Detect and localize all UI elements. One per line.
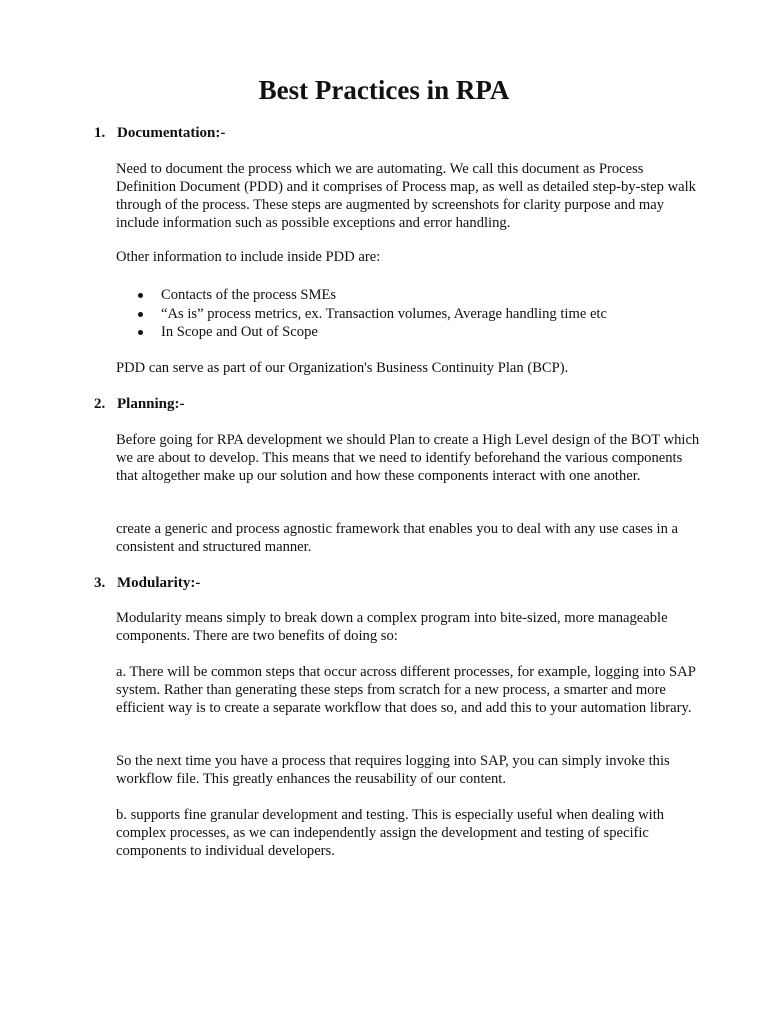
bullet-icon: [138, 293, 143, 298]
section-title: Documentation:-: [117, 125, 226, 141]
section-heading-modularity: [94, 574, 200, 592]
list-item: [116, 305, 706, 324]
paragraph: a. There will be common steps that occur across different processes, for example, logging into SAP system. Rather than generating these steps from scratch for a new process, a smarter and more efficient way is to create a separate workflow that does so, and add this to your automation library.: [116, 664, 696, 716]
section-heading-documentation: [94, 124, 225, 142]
list-item-text: In Scope and Out of Scope: [161, 324, 318, 340]
section-title: Modularity:-: [117, 575, 201, 591]
paragraph: PDD can serve as part of our Organization's Business Continuity Plan (BCP).: [116, 360, 569, 376]
section-number: 2.: [94, 396, 106, 412]
bullet-icon: [138, 330, 143, 335]
list-item: [116, 286, 706, 305]
paragraph: Before going for RPA development we should Plan to create a High Level design of the BOT which we are about to develop. This means that we need to identify beforehand the various components that altogether make up our solution and how these components interact with one another.: [116, 432, 700, 484]
list-item-text: Contacts of the process SMEs: [161, 287, 337, 303]
paragraph: create a generic and process agnostic framework that enables you to deal with any use cases in a consistent and structured manner.: [116, 521, 679, 555]
paragraph: Modularity means simply to break down a complex program into bite-sized, more manageable components. There are two benefits of doing so:: [116, 610, 668, 644]
section-number: 3.: [94, 575, 106, 591]
section-number: 1.: [94, 125, 106, 141]
list-item-text: “As is” process metrics, ex. Transaction volumes, Average handling time etc: [161, 305, 607, 322]
paragraph: Other information to include inside PDD are:: [116, 249, 381, 265]
bullet-icon: [138, 312, 143, 317]
section-title: Planning:-: [117, 396, 185, 412]
paragraph: So the next time you have a process that requires logging into SAP, you can simply invoke this workflow file. This greatly enhances the reusability of our content.: [116, 753, 670, 787]
page-title: Best Practices in RPA: [258, 75, 510, 105]
section-heading-planning: [94, 395, 185, 413]
paragraph: Need to document the process which we are automating. We call this document as Process Definition Document (PDD) and it comprises of Process map, as well as detailed step-by-step walk through of the process. These steps are augmented by screenshots for clarity purpose and may include information such as possible exceptions and error handling.: [116, 161, 696, 231]
list-item: [116, 323, 706, 342]
paragraph: b. supports fine granular development and testing. This is especially useful when dealing with complex processes, as we can independently assign the development and testing of specific components to individual developers.: [116, 807, 665, 859]
bullet-list: [116, 286, 706, 342]
